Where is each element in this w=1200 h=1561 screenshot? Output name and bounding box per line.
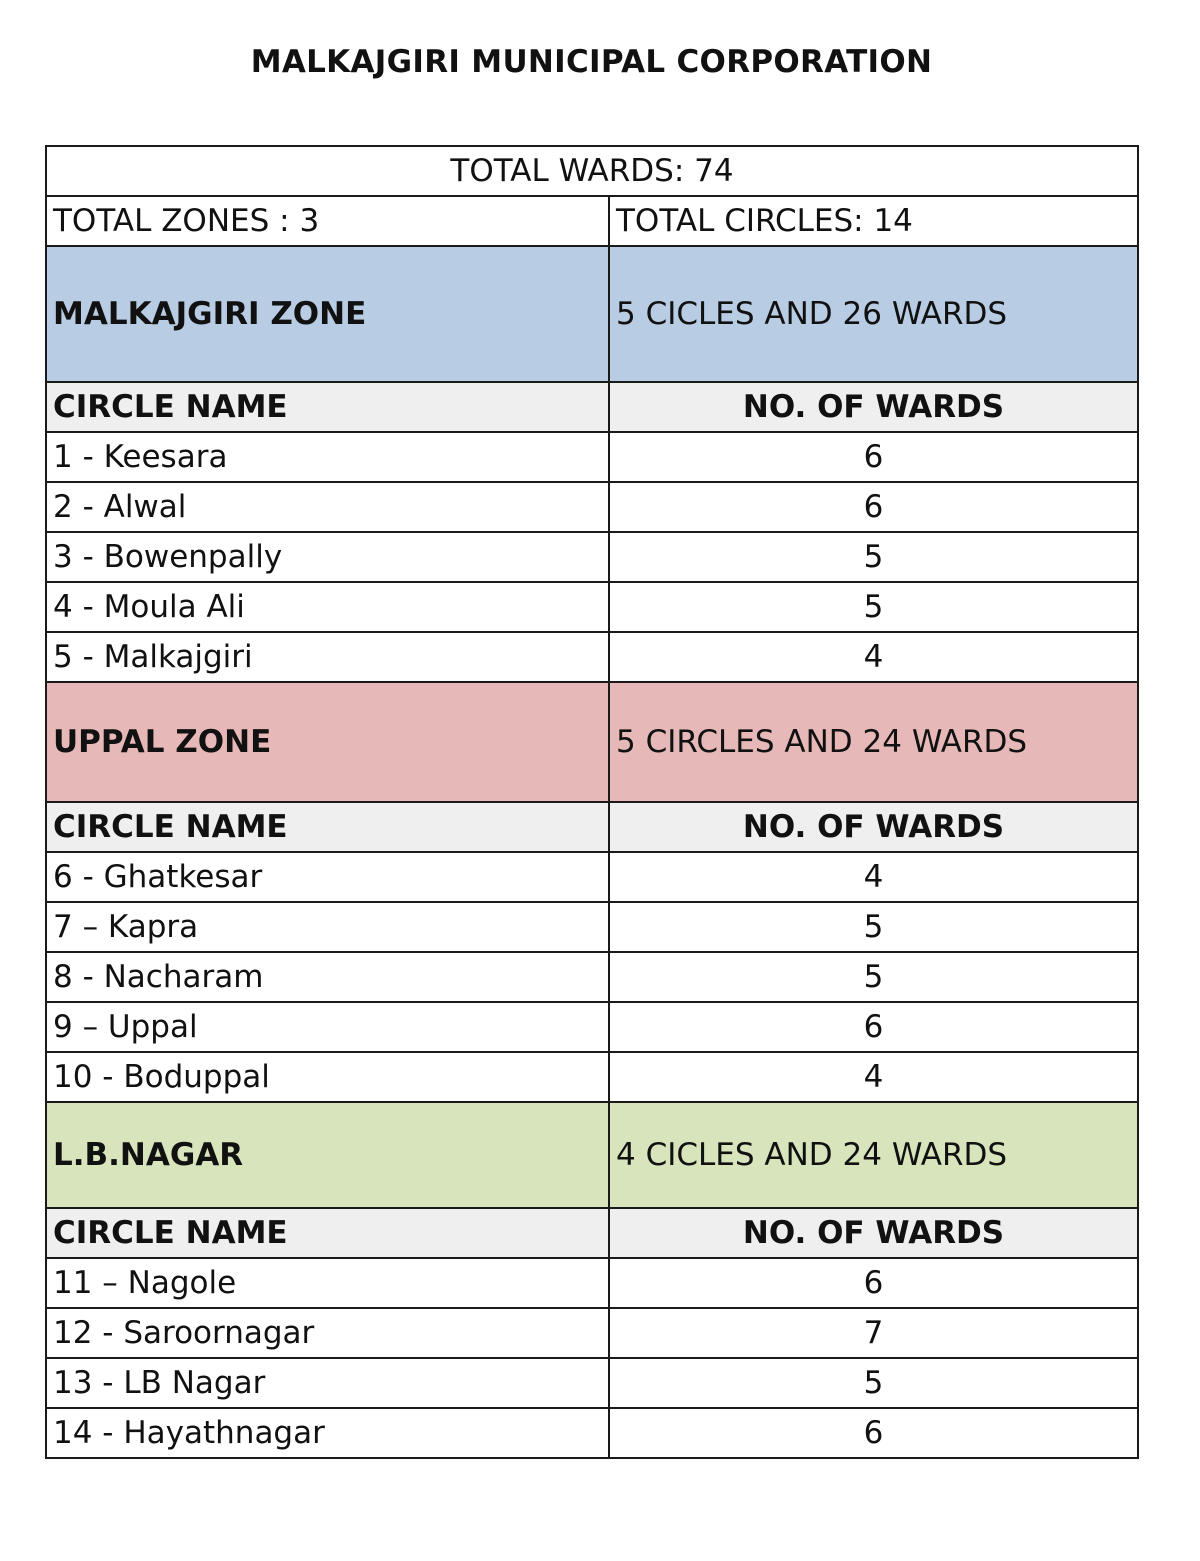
circle-name: 5 - Malkajgiri	[46, 632, 609, 682]
table-row	[46, 1052, 1138, 1102]
column-header-row	[46, 382, 1138, 432]
ward-count: 6	[609, 432, 1138, 482]
ward-count: 5	[609, 1358, 1138, 1408]
ward-count: 5	[609, 952, 1138, 1002]
ward-count: 6	[609, 1258, 1138, 1308]
circle-name: 8 - Nacharam	[46, 952, 609, 1002]
circle-name: 11 – Nagole	[46, 1258, 609, 1308]
zone-name: UPPAL ZONE	[46, 682, 609, 802]
ward-count: 5	[609, 902, 1138, 952]
no-of-wards-header: NO. OF WARDS	[609, 802, 1138, 852]
ward-count: 4	[609, 1052, 1138, 1102]
table-row	[46, 482, 1138, 532]
table-row	[46, 532, 1138, 582]
circle-name: 4 - Moula Ali	[46, 582, 609, 632]
table-row	[46, 1258, 1138, 1308]
circle-name: 7 – Kapra	[46, 902, 609, 952]
table-row	[46, 432, 1138, 482]
ward-count: 7	[609, 1308, 1138, 1358]
circle-name-header: CIRCLE NAME	[46, 1208, 609, 1258]
total-circles-cell: TOTAL CIRCLES: 14	[609, 196, 1138, 246]
ward-count: 4	[609, 852, 1138, 902]
zone-name: L.B.NAGAR	[46, 1102, 609, 1208]
total-wards-cell: TOTAL WARDS: 74	[46, 146, 1138, 196]
table-row	[46, 632, 1138, 682]
no-of-wards-header: NO. OF WARDS	[609, 382, 1138, 432]
zone-row-malkajgiri	[46, 246, 1138, 382]
ward-count: 6	[609, 482, 1138, 532]
column-header-row	[46, 802, 1138, 852]
circle-name: 6 - Ghatkesar	[46, 852, 609, 902]
table-row	[46, 852, 1138, 902]
circle-name-header: CIRCLE NAME	[46, 382, 609, 432]
circle-name: 1 - Keesara	[46, 432, 609, 482]
ward-count: 5	[609, 532, 1138, 582]
zone-name: MALKAJGIRI ZONE	[46, 246, 609, 382]
totals-row	[46, 196, 1138, 246]
no-of-wards-header: NO. OF WARDS	[609, 1208, 1138, 1258]
table-row	[46, 902, 1138, 952]
column-header-row	[46, 1208, 1138, 1258]
circle-name: 13 - LB Nagar	[46, 1358, 609, 1408]
zone-row-uppal	[46, 682, 1138, 802]
table-row	[46, 952, 1138, 1002]
circle-name: 3 - Bowenpally	[46, 532, 609, 582]
ward-count: 4	[609, 632, 1138, 682]
wards-table	[45, 145, 1139, 1459]
table-row	[46, 1308, 1138, 1358]
table-row	[46, 1002, 1138, 1052]
ward-count: 6	[609, 1408, 1138, 1458]
circle-name: 9 – Uppal	[46, 1002, 609, 1052]
circle-name: 14 - Hayathnagar	[46, 1408, 609, 1458]
zone-summary: 5 CIRCLES AND 24 WARDS	[609, 682, 1138, 802]
total-wards-row	[46, 146, 1138, 196]
zone-summary: 4 CICLES AND 24 WARDS	[609, 1102, 1138, 1208]
circle-name-header: CIRCLE NAME	[46, 802, 609, 852]
circle-name: 10 - Boduppal	[46, 1052, 609, 1102]
zone-summary: 5 CICLES AND 26 WARDS	[609, 246, 1138, 382]
ward-count: 5	[609, 582, 1138, 632]
document-title: MALKAJGIRI MUNICIPAL CORPORATION	[250, 44, 933, 80]
circle-name: 12 - Saroornagar	[46, 1308, 609, 1358]
table-row	[46, 1358, 1138, 1408]
zone-row-lb-nagar	[46, 1102, 1138, 1208]
table-row	[46, 582, 1138, 632]
ward-count: 6	[609, 1002, 1138, 1052]
table-row	[46, 1408, 1138, 1458]
total-zones-cell: TOTAL ZONES : 3	[46, 196, 609, 246]
circle-name: 2 - Alwal	[46, 482, 609, 532]
